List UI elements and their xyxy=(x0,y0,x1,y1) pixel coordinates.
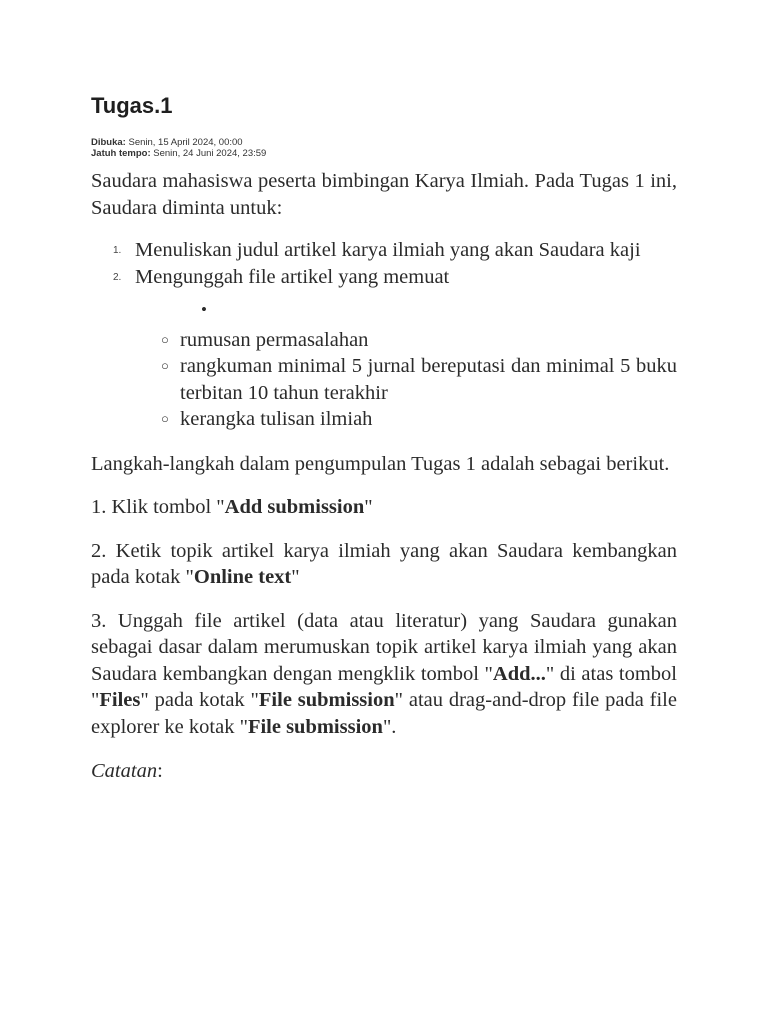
add-button-label: Add... xyxy=(492,662,546,685)
task-list xyxy=(91,237,677,433)
intro-paragraph: Saudara mahasiswa peserta bimbingan Karya Ilmiah. Pada Tugas 1 ini, Saudara diminta untuk: xyxy=(91,170,677,219)
note-label: Catatan xyxy=(91,760,158,782)
opened-value: Senin, 15 April 2024, 00:00 xyxy=(128,137,243,148)
task-item xyxy=(91,237,677,264)
files-button-label: Files xyxy=(99,689,141,711)
circle-bullet-icon: ○ xyxy=(161,411,169,426)
task-number: 2. xyxy=(113,271,122,283)
steps-intro: Langkah-langkah dalam pengumpulan Tugas 1 adalah sebagai berikut. xyxy=(91,452,670,475)
circle-bullet-icon: ○ xyxy=(161,331,169,347)
task-text: Menuliskan judul artikel karya ilmiah yang akan Saudara kaji xyxy=(135,239,641,261)
due-value: Senin, 24 Juni 2024, 23:59 xyxy=(153,148,267,159)
sub-item-text: kerangka tulisan ilmiah xyxy=(180,408,373,430)
file-submission-label: File submission xyxy=(247,715,383,738)
step-2 xyxy=(91,538,677,591)
sub-list-item xyxy=(135,327,677,354)
sub-item-text: rumusan permasalahan xyxy=(180,328,369,351)
assignment-dates xyxy=(91,137,677,159)
step-3-text: " di atas tombol " xyxy=(91,662,677,711)
task-item xyxy=(91,264,677,433)
sub-list-item xyxy=(135,353,677,406)
step-1-suffix: " xyxy=(364,496,373,518)
task-number: 1. xyxy=(113,245,122,256)
task-text: Mengunggah file artikel yang memuat xyxy=(135,265,450,288)
circle-bullet-icon: ○ xyxy=(161,358,169,373)
step-3-text: ". xyxy=(382,715,397,738)
online-text-label: Online text xyxy=(193,566,292,588)
step-1-text: 1. Klik tombol " xyxy=(91,496,225,518)
assignment-page xyxy=(91,92,677,785)
assignment-description xyxy=(91,168,677,785)
step-2-suffix: " xyxy=(291,566,300,588)
due-label: Jatuh tempo: xyxy=(91,148,151,159)
step-3-text: 3. Unggah file artikel (data atau literatur) yang Saudara gunakan sebagai dasar dalam merumuskan topik artikel karya ilmiah yang akan Saudara kembangkan dengan mengklik tombol " xyxy=(91,609,677,685)
opened-date xyxy=(91,137,677,148)
opened-label: Dibuka: xyxy=(91,137,126,148)
note-heading xyxy=(91,758,677,785)
step-3-text: " atau drag-and-drop file pada file explorer ke kotak " xyxy=(91,689,677,738)
sub-list-item xyxy=(135,406,677,433)
page-title: Tugas.1 xyxy=(91,93,173,118)
step-1 xyxy=(91,494,677,521)
empty-list-item xyxy=(135,300,677,327)
note-colon: : xyxy=(157,760,163,782)
due-date xyxy=(91,148,677,159)
step-3 xyxy=(91,608,677,741)
file-submission-label: File submission xyxy=(258,689,395,711)
add-submission-label: Add submission xyxy=(224,496,365,518)
sub-item-text: rangkuman minimal 5 jurnal bereputasi dan minimal 5 buku terbitan 10 tahun terakhir xyxy=(180,355,677,404)
step-2-text: 2. Ketik topik artikel karya ilmiah yang akan Saudara kembangkan pada kotak " xyxy=(91,539,677,588)
disc-bullet-icon: • xyxy=(201,300,207,319)
sub-list xyxy=(135,300,677,433)
step-3-text: " pada kotak " xyxy=(140,689,259,711)
